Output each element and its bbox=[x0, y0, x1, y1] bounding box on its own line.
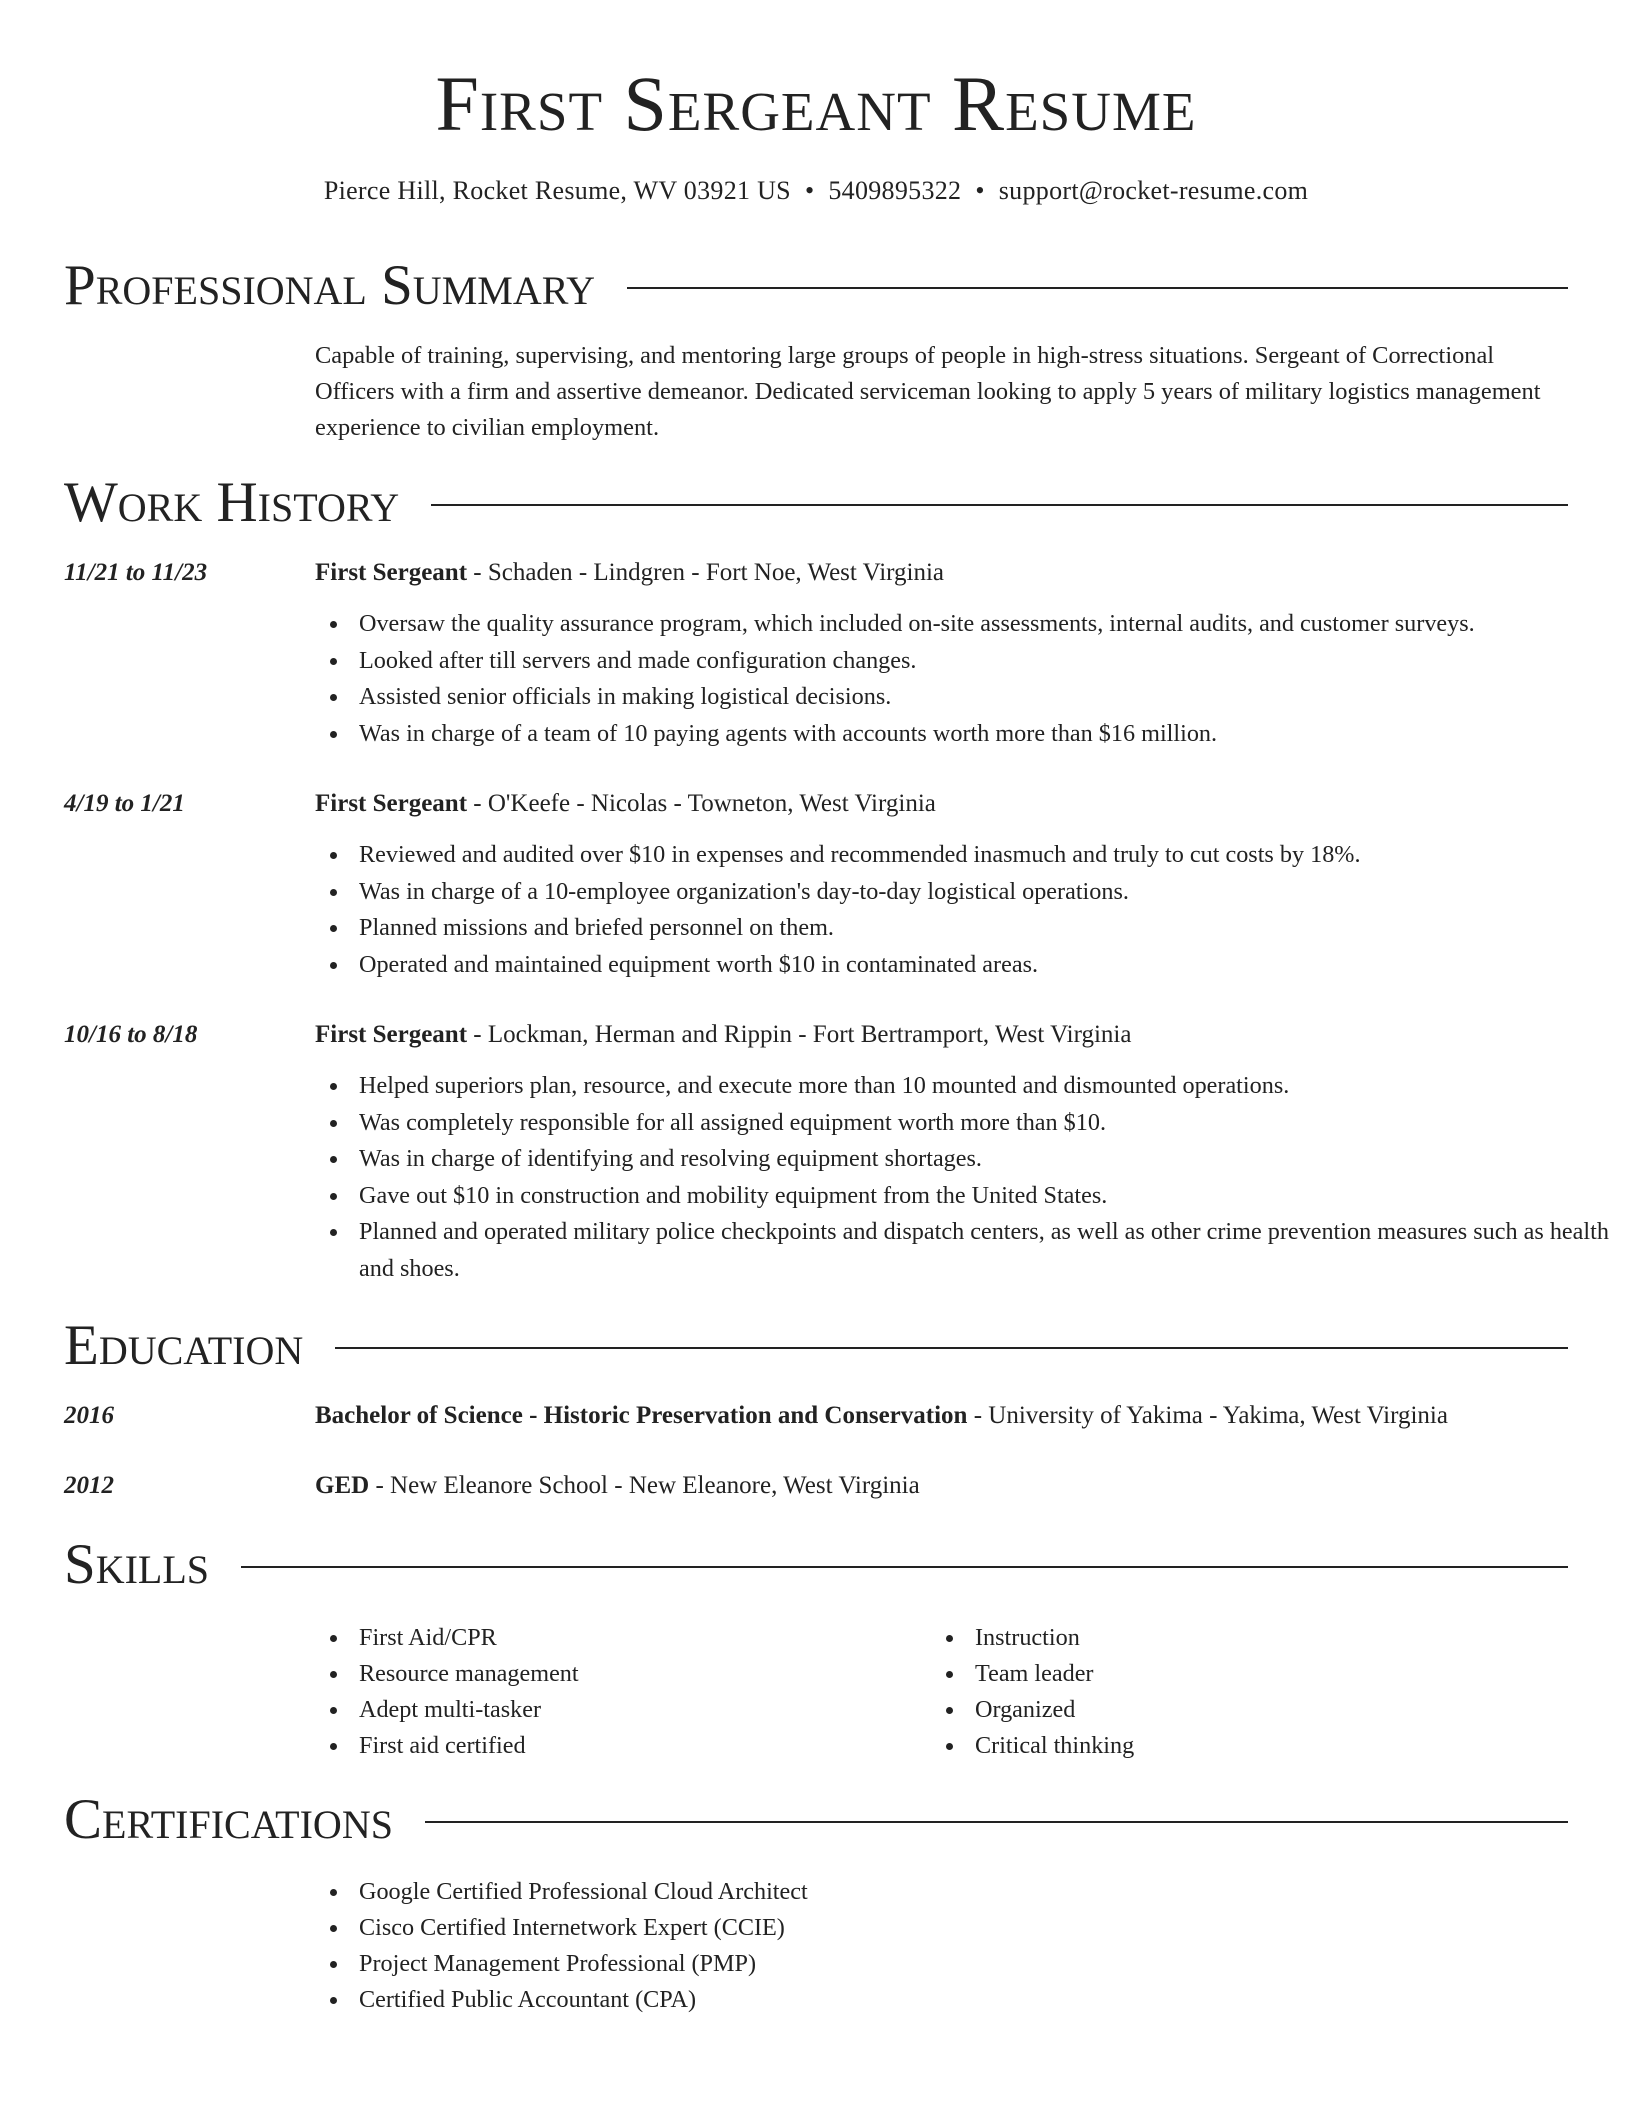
section-header-education bbox=[64, 1313, 1568, 1379]
skill-item: First Aid/CPR bbox=[315, 1620, 915, 1656]
list-item: Looked after till servers and made configuration changes. bbox=[315, 643, 1630, 680]
list-item: Operated and maintained equipment worth $10 in contaminated areas. bbox=[315, 947, 1630, 984]
education-heading bbox=[315, 1399, 1568, 1433]
list-item: Was in charge of a 10-employee organization's day-to-day logistical operations. bbox=[315, 874, 1630, 911]
job-heading bbox=[315, 556, 1568, 590]
section-title: Certifications bbox=[64, 1788, 393, 1851]
job-heading bbox=[315, 787, 1568, 821]
contact-separator: • bbox=[804, 176, 815, 205]
job-details: - O'Keefe - Nicolas - Towneton, West Virginia bbox=[467, 790, 936, 817]
list-item: Assisted senior officials in making logistical decisions. bbox=[315, 679, 1630, 716]
section-divider bbox=[241, 1566, 1568, 1568]
section-title: Professional Summary bbox=[64, 254, 596, 317]
job-bullets bbox=[315, 1068, 1630, 1287]
job-bullets bbox=[315, 837, 1630, 983]
contact-address: Pierce Hill, Rocket Resume, WV 03921 US bbox=[323, 176, 791, 205]
education-heading bbox=[315, 1469, 1568, 1503]
resume-title: First Sergeant Resume bbox=[435, 60, 1197, 147]
list-item: Planned and operated military police checkpoints and dispatch centers, as well as other crime prevention measures such as health and shoes. bbox=[315, 1214, 1630, 1287]
list-item: Planned missions and briefed personnel on them. bbox=[315, 910, 1630, 947]
summary-text: Capable of training, supervising, and mentoring large groups of people in high-stress situations. Sergeant of Correctional Officers with a firm and assertive demeanor. Dedicated serviceman looking to apply 5 years of military logistics management experience to civilian employment. bbox=[315, 342, 1541, 441]
education-year: 2012 bbox=[64, 1472, 114, 1499]
section-divider bbox=[627, 287, 1568, 289]
certification-item: Cisco Certified Internetwork Expert (CCIE) bbox=[315, 1910, 1565, 1946]
job-dates: 10/16 to 8/18 bbox=[64, 1021, 198, 1048]
certifications-list bbox=[315, 1874, 1565, 2018]
education-degree: GED bbox=[315, 1472, 370, 1499]
section-header-skills bbox=[64, 1532, 1568, 1598]
skills-list-right bbox=[931, 1620, 1531, 1764]
certification-item: Project Management Professional (PMP) bbox=[315, 1946, 1565, 1982]
section-divider bbox=[431, 504, 1568, 506]
skill-item: First aid certified bbox=[315, 1728, 915, 1764]
section-title: Work History bbox=[64, 471, 400, 534]
list-item: Oversaw the quality assurance program, which included on-site assessments, internal audits, and customer surveys. bbox=[315, 606, 1630, 643]
list-item: Helped superiors plan, resource, and execute more than 10 mounted and dismounted operations. bbox=[315, 1068, 1630, 1105]
skill-item: Adept multi-tasker bbox=[315, 1692, 915, 1728]
skill-item: Instruction bbox=[931, 1620, 1531, 1656]
contact-line bbox=[0, 174, 1632, 208]
section-title: Skills bbox=[64, 1533, 210, 1596]
job-bullets bbox=[315, 606, 1630, 752]
skill-item: Critical thinking bbox=[931, 1728, 1531, 1764]
skill-item: Organized bbox=[931, 1692, 1531, 1728]
list-item: Was completely responsible for all assigned equipment worth more than $10. bbox=[315, 1105, 1630, 1142]
section-header-work-history bbox=[64, 470, 1568, 536]
section-header-certifications bbox=[64, 1787, 1568, 1853]
job-dates: 11/21 to 11/23 bbox=[64, 559, 208, 586]
skill-item: Resource management bbox=[315, 1656, 915, 1692]
list-item: Was in charge of a team of 10 paying agents with accounts worth more than $16 million. bbox=[315, 716, 1630, 753]
list-item: Was in charge of identifying and resolving equipment shortages. bbox=[315, 1141, 1630, 1178]
skills-list-left bbox=[315, 1620, 915, 1764]
contact-phone: 5409895322 bbox=[828, 176, 962, 205]
certification-item: Google Certified Professional Cloud Architect bbox=[315, 1874, 1565, 1910]
education-degree: Bachelor of Science - Historic Preservation and Conservation bbox=[315, 1402, 968, 1429]
section-title: Education bbox=[64, 1314, 304, 1377]
section-divider bbox=[425, 1821, 1568, 1823]
contact-email[interactable]: support@rocket-resume.com bbox=[998, 176, 1309, 205]
job-details: - Schaden - Lindgren - Fort Noe, West Virginia bbox=[467, 559, 944, 586]
job-role: First Sergeant bbox=[315, 790, 468, 817]
section-divider bbox=[335, 1347, 1568, 1349]
job-dates: 4/19 to 1/21 bbox=[64, 790, 185, 817]
education-details: - University of Yakima - Yakima, West Virginia bbox=[967, 1402, 1448, 1429]
certification-item: Certified Public Accountant (CPA) bbox=[315, 1982, 1565, 2018]
job-details: - Lockman, Herman and Rippin - Fort Bertramport, West Virginia bbox=[467, 1021, 1132, 1048]
skill-item: Team leader bbox=[931, 1656, 1531, 1692]
section-header-summary bbox=[64, 253, 1568, 319]
list-item: Gave out $10 in construction and mobility equipment from the United States. bbox=[315, 1178, 1630, 1215]
list-item: Reviewed and audited over $10 in expenses and recommended inasmuch and truly to cut costs by 18%. bbox=[315, 837, 1630, 874]
job-heading bbox=[315, 1018, 1568, 1052]
education-details: - New Eleanore School - New Eleanore, West Virginia bbox=[369, 1472, 920, 1499]
education-year: 2016 bbox=[64, 1402, 114, 1429]
job-role: First Sergeant bbox=[315, 1021, 468, 1048]
contact-separator: • bbox=[975, 176, 985, 205]
job-role: First Sergeant bbox=[315, 559, 468, 586]
